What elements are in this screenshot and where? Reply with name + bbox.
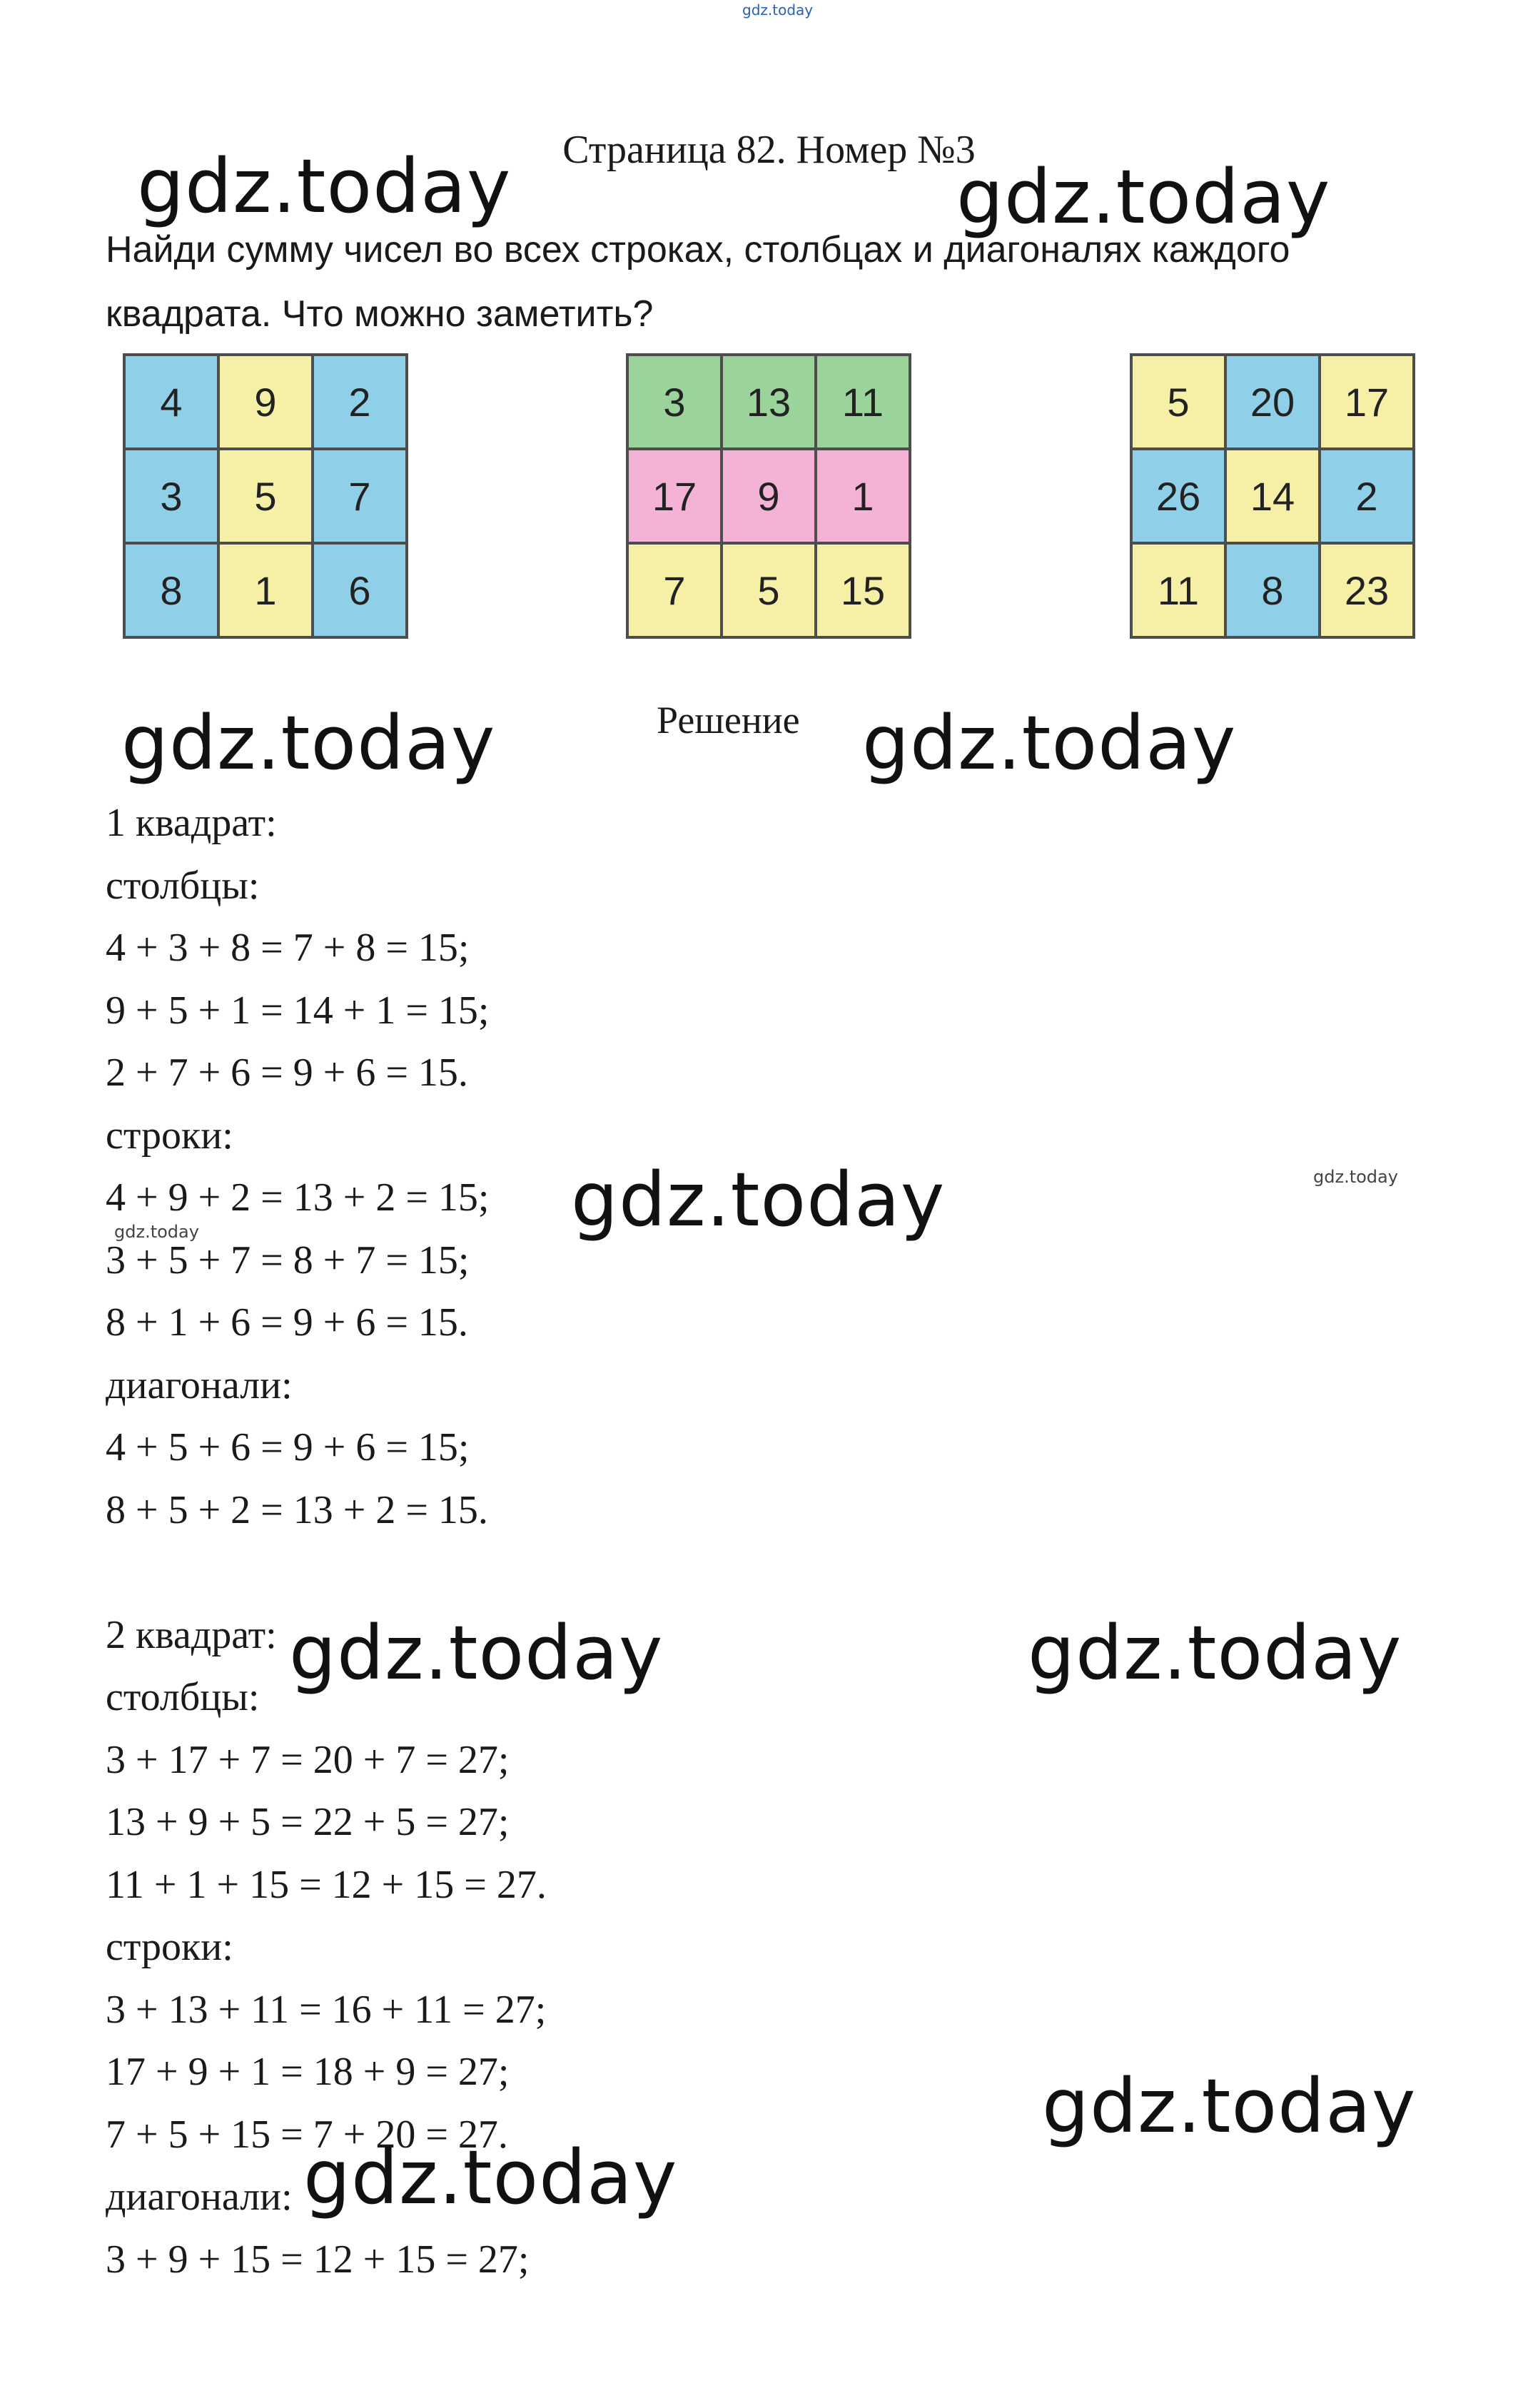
- watermark: gdz.today: [289, 1609, 664, 1696]
- solution-line: строки:: [106, 1113, 233, 1158]
- square-cell: 7: [314, 450, 405, 542]
- magic-square-3: [1130, 353, 1415, 639]
- spacer: [106, 1542, 547, 1604]
- square-cell: 15: [817, 545, 909, 636]
- watermark: gdz.today: [137, 143, 512, 230]
- square-cell: 9: [220, 356, 311, 447]
- square-cell: 5: [220, 450, 311, 542]
- watermark-small: gdz.today: [114, 1222, 199, 1242]
- watermark: gdz.today: [1042, 2063, 1417, 2150]
- square-cell: 8: [1227, 545, 1318, 636]
- solution-line: 1 квадрат:: [106, 801, 277, 845]
- solution-line: 4 + 9 + 2 = 13 + 2 = 15;: [106, 1175, 490, 1220]
- solution-line: диагонали:: [106, 2175, 293, 2219]
- square-cell: 2: [314, 356, 405, 447]
- solution-line: 8 + 1 + 6 = 9 + 6 = 15.: [106, 1300, 468, 1345]
- square-cell: 20: [1227, 356, 1318, 447]
- solution-line: 2 квадрат:: [106, 1612, 277, 1657]
- solution-line: 3 + 9 + 15 = 12 + 15 = 27;: [106, 2237, 530, 2282]
- page-title: Страница 82. Номер №3: [562, 128, 976, 172]
- solution-line: столбцы:: [106, 1675, 260, 1719]
- square-cell: 2: [1321, 450, 1412, 542]
- solution-title: Решение: [657, 699, 800, 742]
- task-text: Найди сумму чисел во всех строках, столбцах и диагоналях каждого квадрата. Что можно заметить?: [106, 229, 1290, 335]
- square-cell: 17: [1321, 356, 1412, 447]
- solution-line: 8 + 5 + 2 = 13 + 2 = 15.: [106, 1487, 488, 1532]
- watermark: gdz.today: [956, 153, 1331, 241]
- square-cell: 11: [817, 356, 909, 447]
- square-cell: 13: [723, 356, 814, 447]
- square-cell: 5: [1133, 356, 1224, 447]
- solution-line: столбцы:: [106, 863, 260, 908]
- square-cell: 4: [126, 356, 217, 447]
- square-cell: 26: [1133, 450, 1224, 542]
- solution-line: 9 + 5 + 1 = 14 + 1 = 15;: [106, 988, 490, 1033]
- watermark: gdz.today: [303, 2134, 678, 2221]
- top-watermark: gdz.today: [742, 1, 814, 19]
- square-cell: 3: [629, 356, 720, 447]
- square-cell: 11: [1133, 545, 1224, 636]
- square-cell: 17: [629, 450, 720, 542]
- solution-line: 11 + 1 + 15 = 12 + 15 = 27.: [106, 1862, 547, 1907]
- solution-line: 3 + 17 + 7 = 20 + 7 = 27;: [106, 1737, 510, 1782]
- solution-line: строки:: [106, 1925, 233, 1969]
- watermark: gdz.today: [121, 699, 496, 786]
- solution-line: 3 + 13 + 11 = 16 + 11 = 27;: [106, 1987, 547, 2032]
- solution-line: 17 + 9 + 1 = 18 + 9 = 27;: [106, 2050, 510, 2094]
- solution-line: 4 + 3 + 8 = 7 + 8 = 15;: [106, 926, 470, 970]
- square-cell: 5: [723, 545, 814, 636]
- square-cell: 7: [629, 545, 720, 636]
- square-cell: 6: [314, 545, 405, 636]
- square-cell: 23: [1321, 545, 1412, 636]
- solution-line: 7 + 5 + 15 = 7 + 20 = 27.: [106, 2112, 508, 2157]
- solution-line: 3 + 5 + 7 = 8 + 7 = 15;: [106, 1238, 470, 1283]
- square-cell: 3: [126, 450, 217, 542]
- watermark-small: gdz.today: [1313, 1167, 1398, 1187]
- square-cell: 9: [723, 450, 814, 542]
- solution-line: 4 + 5 + 6 = 9 + 6 = 15;: [106, 1425, 470, 1469]
- square-cell: 8: [126, 545, 217, 636]
- square-cell: 14: [1227, 450, 1318, 542]
- solution-line: 2 + 7 + 6 = 9 + 6 = 15.: [106, 1051, 468, 1095]
- square-cell: 1: [220, 545, 311, 636]
- solution-line: диагонали:: [106, 1362, 293, 1407]
- square-cell: 1: [817, 450, 909, 542]
- watermark: gdz.today: [862, 699, 1237, 786]
- magic-square-1: [123, 353, 408, 639]
- watermark: gdz.today: [571, 1156, 946, 1243]
- solution-lines: [106, 792, 547, 2291]
- watermark: gdz.today: [1028, 1609, 1402, 1696]
- magic-square-2: [626, 353, 911, 639]
- solution-line: 13 + 9 + 5 = 22 + 5 = 27;: [106, 1800, 510, 1844]
